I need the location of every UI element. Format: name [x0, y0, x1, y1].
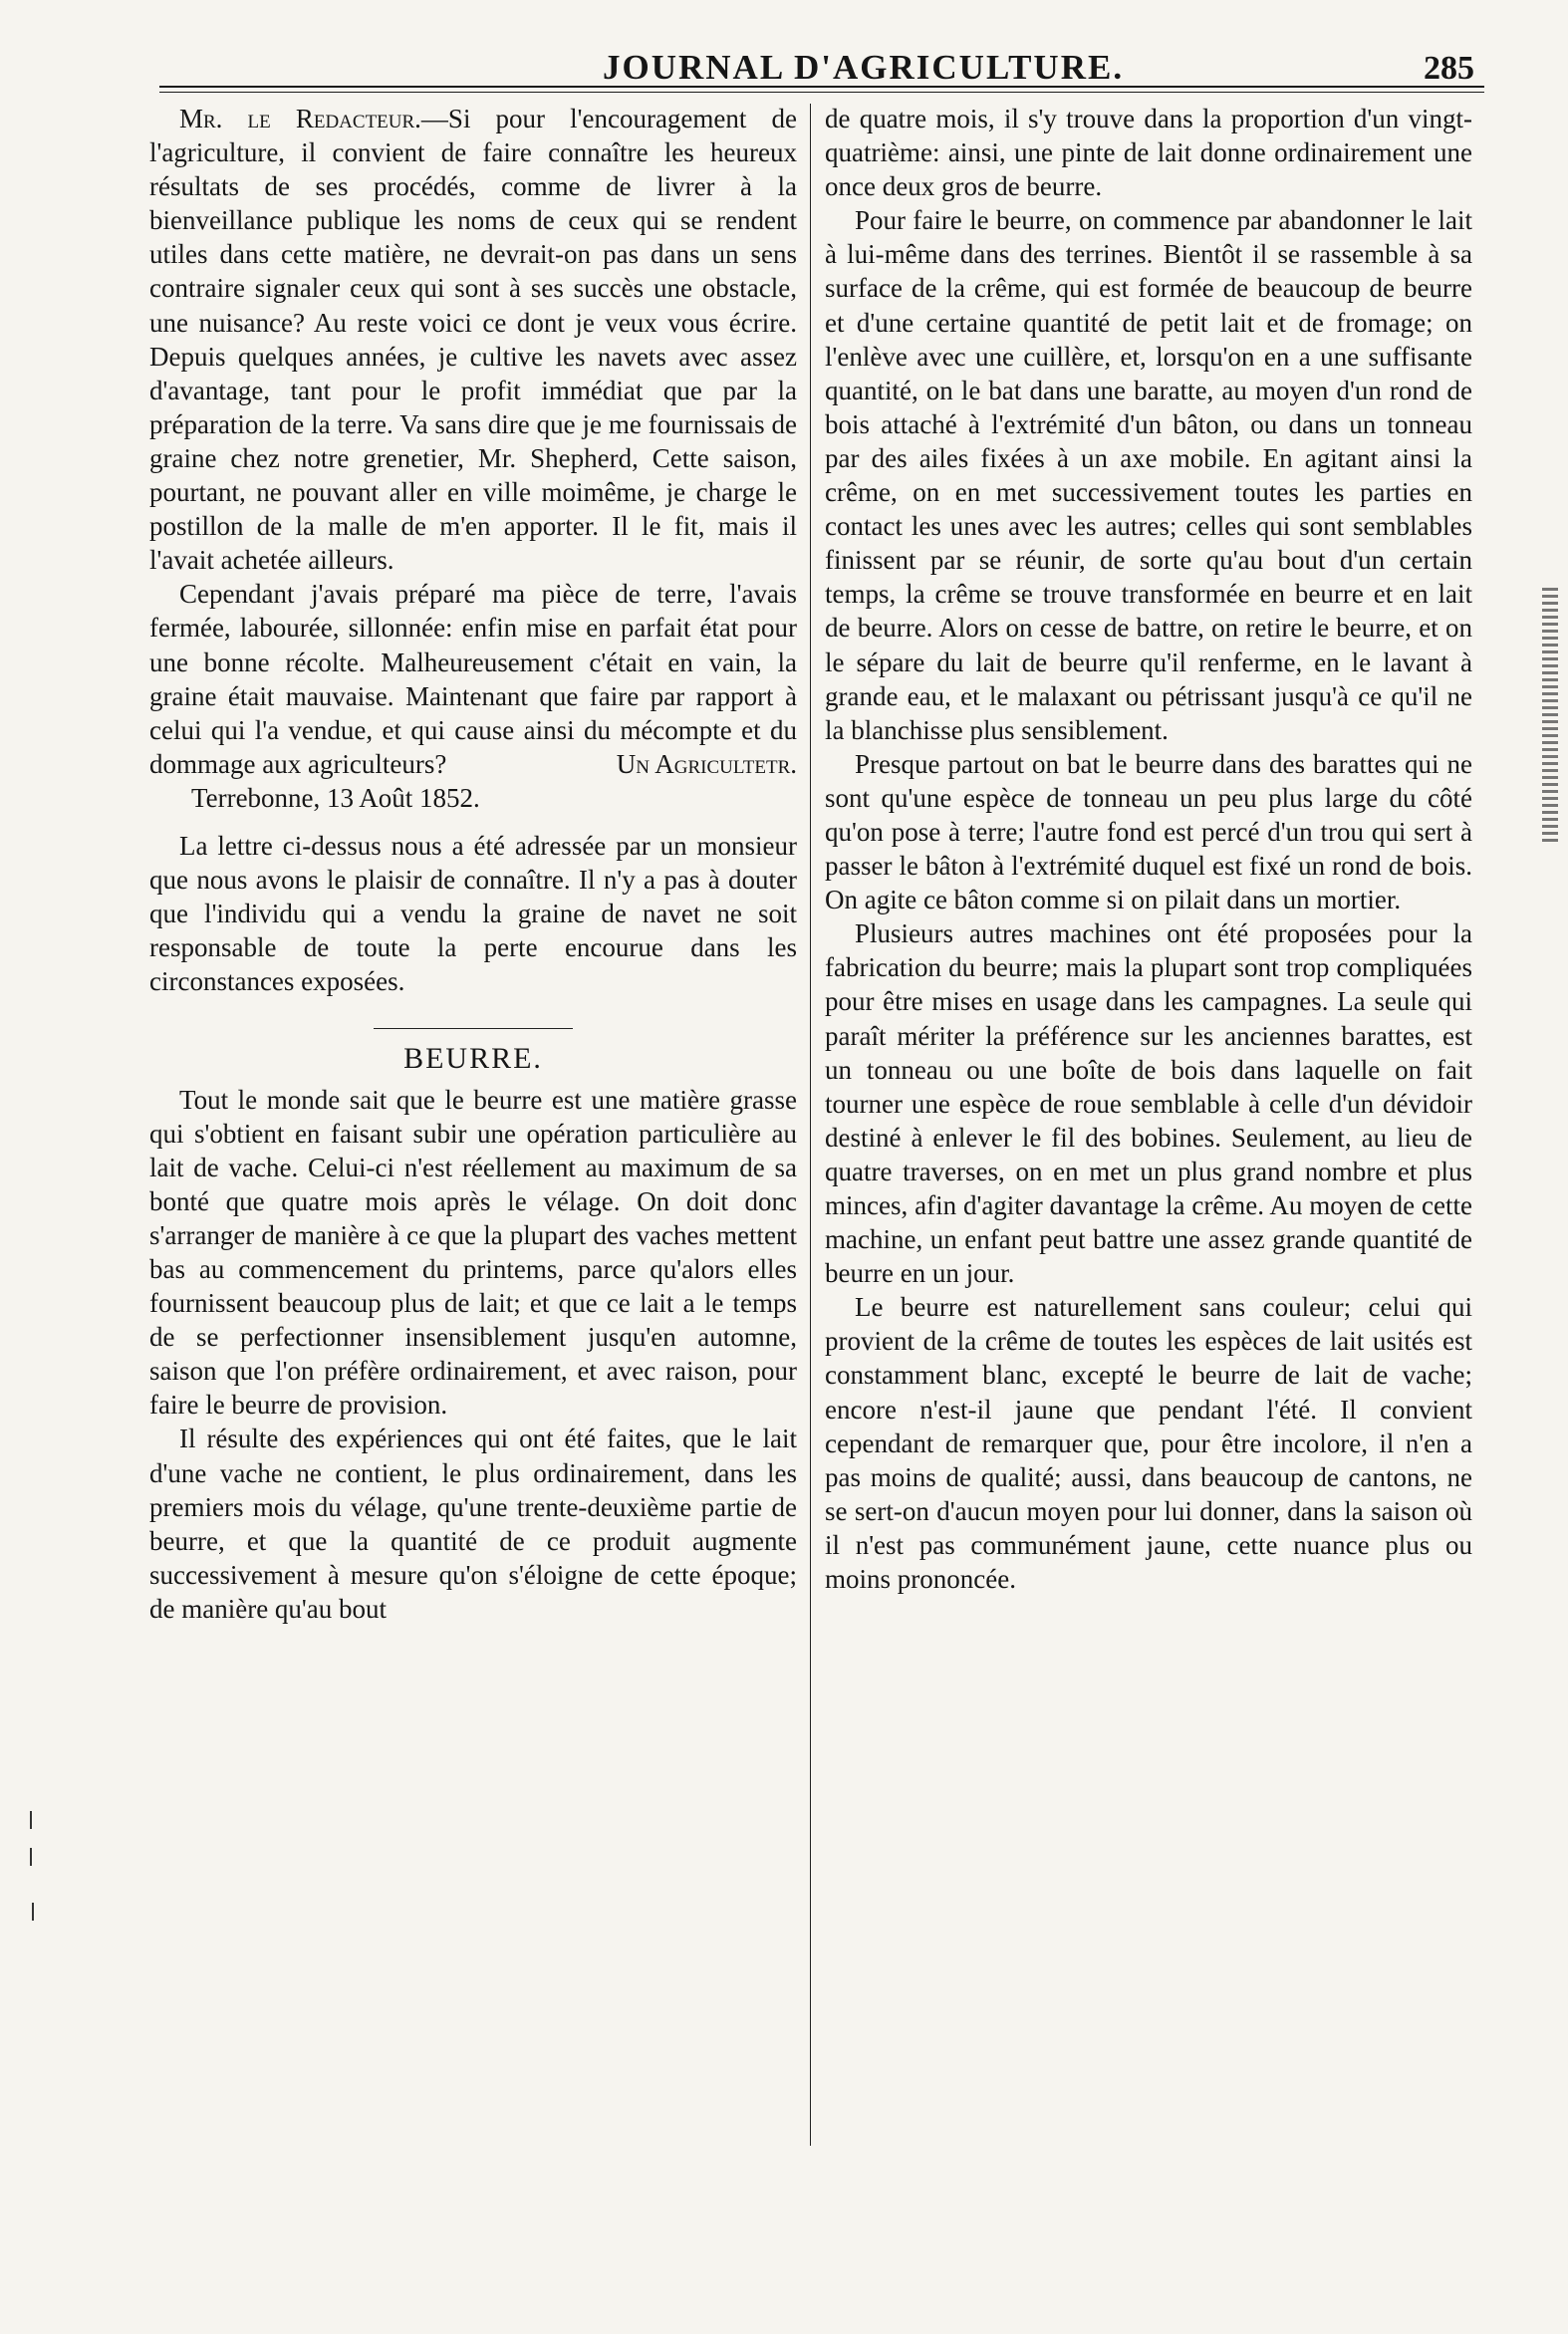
butter-article-title: BEURRE.: [403, 1042, 543, 1076]
butter-paragraph-1: Tout le monde sait que le beurre est une matière grasse qui s'obtient en faisant subir une opération particulière au lait de vache. Celui-ci n'est réellement au maximum de sa bonté que quatre mois après le vélage. On doit donc s'arranger de manière à ce que la plupart des vaches mettent bas au commencement du printems, parce qu'alors elles fournissent beaucoup plus de lait; et que ce lait a le temps de se perfectionner insensiblement jusqu'en automne, saison que l'on préfère ordinairement, et avec raison, pour faire le beurre de provision.: [149, 1084, 797, 1421]
column-divider: [810, 104, 811, 2146]
header-rule: [159, 86, 1484, 93]
journal-running-title: JOURNAL D'AGRICULTURE.: [603, 48, 1125, 87]
butter-right-paragraph-1: de quatre mois, il s'y trouve dans la proportion d'un vingt-quatrième: ainsi, une pinte de lait donne ordinairement une once deux gros de beurre.: [825, 104, 1472, 202]
right-edge-texture: [1542, 588, 1558, 842]
letter-paragraph-1-text: —Si pour l'encouragement de l'agriculture, il convient de faire connaître les heureux résultats de ses procédés, comme de livrer à la bienveillance publique les noms de ceux qui se rendent utiles dans cette matière, ne devrait-on pas dans un sens contraire signaler ceux qui sont à ses succès une obstacle, une nuisance? Au reste voici ce dont je veux vous écrire. Depuis quelques années, je cultive les navets avec assez d'avantage, tant pour le profit immédiat que par la préparation de la terre. Va sans dire que je me fournissais de graine chez notre grenetier, Mr. Shepherd, Cette saison, pourtant, ne pouvant aller en ville moimême, je charge le postillon de la malle de m'en apporter. Il le fit, mais il l'avait achetée ailleurs.: [149, 104, 797, 576]
letter-paragraph-2-text: Cependant j'avais préparé ma pièce de terre, l'avais fermée, labourée, sillonnée: enfin mise en parfait état pour une bonne récolte. Malheureusement c'était en vain, la graine était mauvaise. Maintenant que faire par rapport à celui qui l'a vendue, et qui cause ainsi du mécompte et du dommage aux agriculteurs?: [149, 579, 797, 779]
letter-dateline: Terrebonne, 13 Août 1852.: [191, 782, 480, 813]
section-divider: [374, 1028, 573, 1029]
page-number: 285: [1424, 50, 1474, 87]
letter-paragraph-1: [149, 102, 797, 577]
butter-paragraph-2: Il résulte des expériences qui ont été faites, que le lait d'une vache ne contient, le plus ordinairement, dans les premiers mois du vélage, qu'une trente-deuxième partie de beurre, et que la quantité de ce produit augmente successivement à mesure qu'on s'éloigne de cette époque; de manière qu'au bout: [149, 1424, 797, 1624]
left-edge-mark: [32, 1903, 34, 1921]
left-edge-mark: [30, 1811, 32, 1829]
letter-paragraph-2: [149, 577, 797, 781]
letter-signature: Un Agricultetr.: [616, 748, 797, 779]
butter-right-paragraph-5: Le beurre est naturellement sans couleur; celui qui provient de la crême de toutes les espèces de lait usités est constamment blanc, excepté le beurre de lait de vache; encore n'est-il jaune que pendant l'été. Il convient cependant de remarquer que, pour être incolore, il n'en a pas moins de qualité; aussi, dans beaucoup de cantons, ne se sert-on d'aucun moyen pour lui donner, dans la saison où il n'est pas communément jaune, cette nuance plus ou moins prononcée.: [825, 1292, 1472, 1595]
editorial-note: La lettre ci-dessus nous a été adressée par un monsieur que nous avons le plaisir de connaître. Il n'y a pas à douter que l'individu qui a vendu la graine de navet ne soit responsable de toute la perte encourue dans les circonstances exposées.: [149, 830, 797, 997]
left-column: [149, 102, 797, 1626]
butter-right-paragraph-3: Presque partout on bat le beurre dans des barattes qui ne sont qu'une espèce de tonneau un peu plus large du côté qu'on pose à terre; l'autre fond est percé d'un trou qui sert à passer le bâton à l'extrémité duquel est fixé un rond de bois. On agite ce bâton comme si on pilait dans un mortier.: [825, 748, 1472, 915]
left-edge-mark: [30, 1848, 32, 1866]
letter-salutation: Mr. le Redacteur.: [179, 104, 421, 133]
right-column: [825, 102, 1472, 1596]
butter-right-paragraph-2: Pour faire le beurre, on commence par abandonner le lait à lui-même dans des terrines. Bientôt il se rassemble à sa surface de la crême, qui est formée de beaucoup de beurre et d'une certaine quantité de petit lait et de fromage; on l'enlève avec une cuillère, et, lorsqu'on en a une suffisante quantité, on le bat dans une baratte, au moyen d'un rond de bois attaché à l'extrémité d'un bâton, ou dans un tonneau par des ailes fixées à un axe mobile. En agitant ainsi la crême, on en met successivement toutes les parties en contact les unes avec les autres; celles qui sont semblables finissent par se réunir, de sorte qu'au bout d'un certain temps, la crême se trouve transformée en beurre et en lait de beurre. Alors on cesse de battre, on retire le beurre, et on le sépare du lait de beurre qu'il renferme, en le lavant à grande eau, et le malaxant ou pétrissant jusqu'à ce qu'il ne la blanchisse plus sensiblement.: [825, 205, 1472, 745]
butter-right-paragraph-4: Plusieurs autres machines ont été proposées pour la fabrication du beurre; mais la plupart sont trop compliquées pour être mises en usage dans les campagnes. La seule qui paraît mériter la préférence sur les anciennes barattes, est un tonneau ou une boîte de bois dans laquelle on fait tourner une espèce de roue semblable à celle d'un dévidoir destiné à enlever le fil des bobines. Seulement, au lieu de quatre traverses, on en met un plus grand nombre et plus minces, afin d'agiter davantage la crême. Au moyen de cette machine, un enfant peut battre une assez grande quantité de beurre en un jour.: [825, 918, 1472, 1289]
